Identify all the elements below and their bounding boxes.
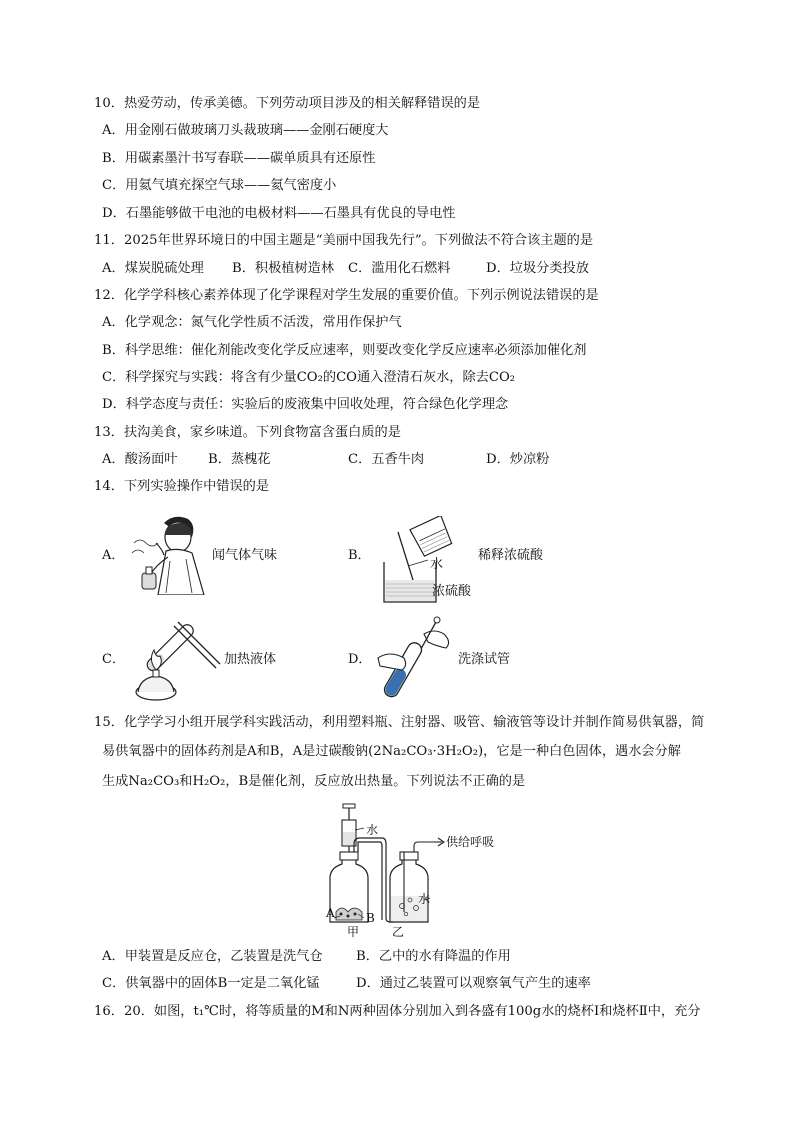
q15-option-b: B．乙中的水有降温的作用 — [356, 949, 511, 964]
q10-option-c: C．用氦气填充探空气球——氦气密度小 — [102, 178, 337, 193]
question-14-stem: 14．下列实验操作中错误的是 — [94, 479, 270, 494]
q13-option-a: A．酸汤面叶 — [102, 452, 178, 467]
q11-options — [102, 260, 702, 278]
oxygen-generator-diagram — [324, 800, 504, 930]
q10-option-b: B．用碳素墨汁书写春联——碳单质具有还原性 — [102, 151, 376, 166]
q14-option-b-acid-label: 浓硫酸 — [432, 584, 472, 599]
q10-option-d: D．石墨能够做干电池的电极材料——石墨具有优良的导电性 — [102, 206, 456, 221]
figure-label-jia: 甲 — [347, 925, 360, 939]
question-15-stem-line-1: 15．化学学习小组开展学科实践活动，利用塑料瓶、注射器、吸管、输液管等设计并制作简易供氧器，简 — [94, 715, 705, 730]
question-15-stem-line-3: 生成Na₂CO₃和H₂O₂，B是催化剂，反应放出热量。下列说法不正确的是 — [102, 774, 526, 789]
q13-option-b: B．蒸槐花 — [208, 452, 271, 467]
q10-option-a: A．用金刚石做玻璃刀头裁玻璃——金刚石硬度大 — [102, 123, 389, 138]
q11-option-d: D．垃圾分类投放 — [486, 261, 589, 276]
q15-option-a: A．甲装置是反应仓，乙装置是洗气仓 — [102, 949, 323, 964]
q11-option-b: B．积极植树造林 — [232, 261, 335, 276]
figure-supply-breath-label: 供给呼吸 — [446, 835, 495, 849]
smell-gas-illustration — [126, 513, 212, 595]
q12-option-d: D．科学态度与责任：实验后的废液集中回收处理，符合绿色化学理念 — [102, 397, 509, 412]
question-15-stem-line-2: 易供氧器中的固体药剂是A和B，A是过碳酸钠(2Na₂CO₃·3H₂O₂)，它是一种白色固体，遇水会分解 — [102, 744, 681, 759]
q14-option-c-caption: 加热液体 — [224, 652, 277, 667]
figure-label-b: B — [366, 911, 375, 925]
figure-water-top-label: 水 — [366, 823, 379, 837]
question-10-stem: 10．热爱劳动，传承美德。下列劳动项目涉及的相关解释错误的是 — [94, 96, 481, 111]
q14-option-a-letter: A． — [102, 548, 125, 563]
wash-tube-illustration — [374, 614, 458, 702]
q14-option-b-letter: B． — [348, 548, 371, 563]
figure-water-right-label: 水 — [418, 892, 431, 906]
q14-option-c-letter: C． — [102, 652, 125, 667]
q15-options-row-2 — [102, 975, 722, 993]
q15-options-row-1 — [102, 948, 722, 966]
q13-option-c: C．五香牛肉 — [348, 452, 425, 467]
heat-liquid-illustration — [126, 612, 222, 702]
question-13-stem: 13．扶沟美食，家乡味道。下列食物富含蛋白质的是 — [94, 425, 401, 440]
q14-option-b-caption: 稀释浓硫酸 — [478, 548, 544, 563]
q12-option-b: B．科学思维：催化剂能改变化学反应速率，则要改变化学反应速率必须添加催化剂 — [102, 343, 587, 358]
question-11-stem: 11．2025年世界环境日的中国主题是“美丽中国我先行”。下列做法不符合该主题的是 — [94, 233, 594, 248]
question-16-stem: 16．20．如图，t₁℃时，将等质量的M和N两种固体分别加入到各盛有100g水的烧杯Ⅰ和烧杯Ⅱ中，充分 — [94, 1004, 701, 1019]
q12-option-c: C．科学探究与实践：将含有少量CO₂的CO通入澄清石灰水，除去CO₂ — [102, 370, 516, 385]
figure-label-a: A — [326, 906, 335, 920]
q12-option-a: A．化学观念：氮气化学性质不活泼，常用作保护气 — [102, 315, 402, 330]
q14-option-a-caption: 闻气体气味 — [212, 548, 278, 563]
q11-option-c: C．滥用化石燃料 — [348, 261, 451, 276]
q11-option-a: A．煤炭脱硫处理 — [102, 261, 204, 276]
q14-option-d-caption: 洗涤试管 — [458, 652, 511, 667]
question-12-stem: 12．化学学科核心素养体现了化学课程对学生发展的重要价值。下列示例说法错误的是 — [94, 288, 599, 303]
q15-option-d: D．通过乙装置可以观察氧气产生的速率 — [356, 976, 591, 991]
q13-options — [102, 451, 702, 469]
figure-label-yi: 乙 — [392, 925, 405, 939]
q15-option-c: C．供氧器中的固体B一定是二氧化锰 — [102, 976, 320, 991]
q13-option-d: D．炒凉粉 — [486, 452, 550, 467]
q14-option-d-letter: D． — [348, 652, 372, 667]
q14-option-b-water-label: 水 — [430, 557, 444, 572]
